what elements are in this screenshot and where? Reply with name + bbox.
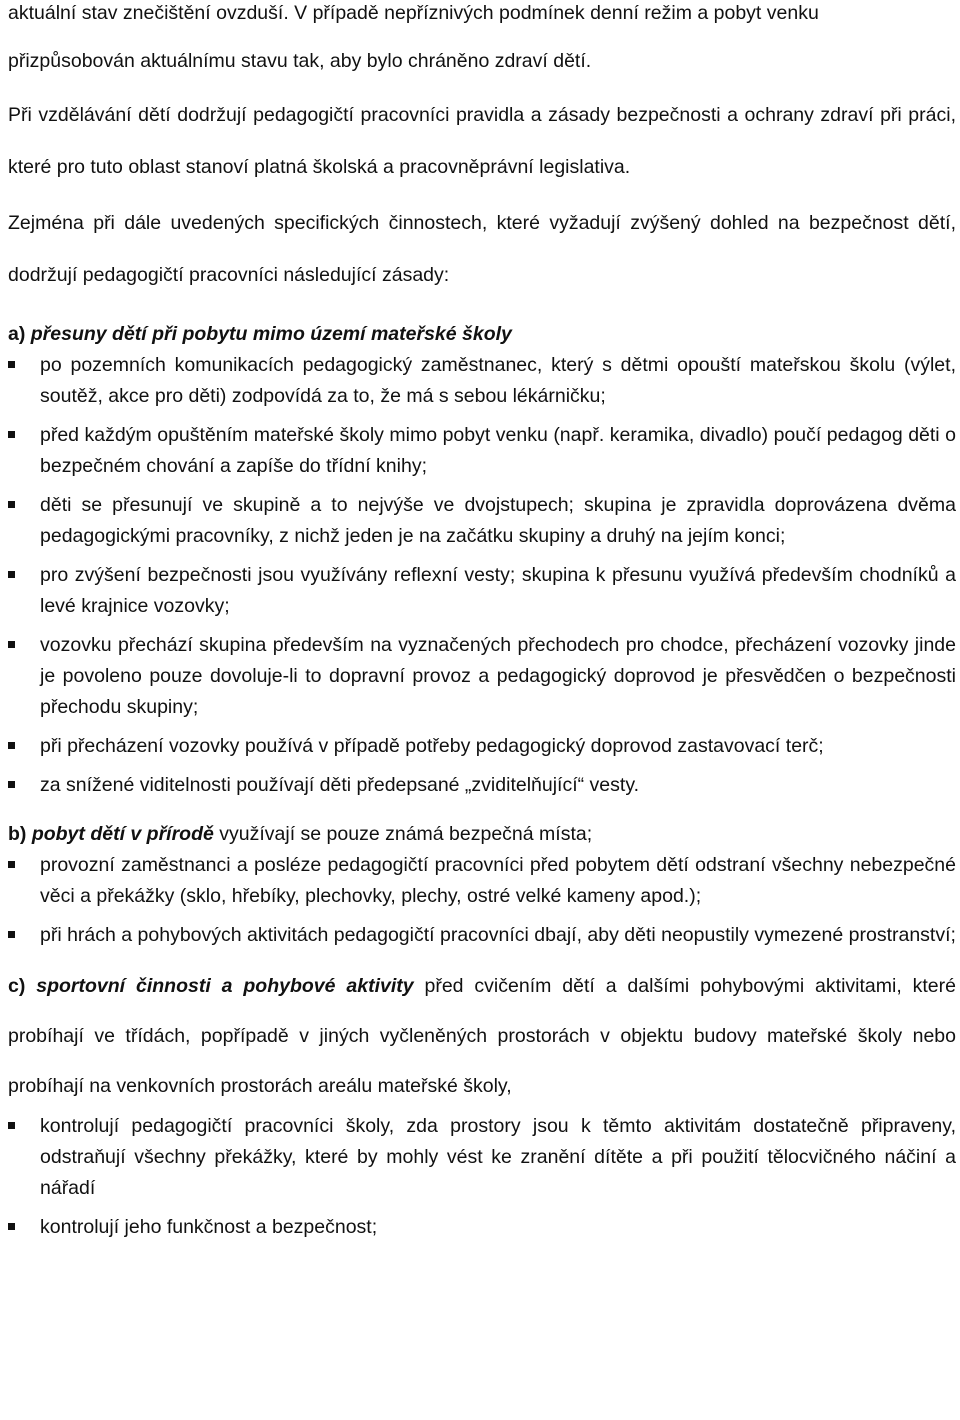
bullet-icon bbox=[8, 501, 15, 508]
document-page bbox=[8, 0, 956, 1243]
list-item: provozní zaměstnanci a posléze pedagogičtí pracovníci před pobytem dětí odstraní všechny nebezpečné věci a překážky (sklo, hřebíky, plechovky, plechy, ostré velké kameny apod.); bbox=[8, 850, 956, 912]
section-a-list bbox=[8, 350, 956, 801]
list-item: při hrách a pohybových aktivitách pedagogičtí pracovníci dbají, aby děti neopustily vymezené prostranství; bbox=[8, 920, 956, 951]
bullet-icon bbox=[8, 361, 15, 368]
paragraph-intro bbox=[8, 0, 956, 85]
section-c-label: c) bbox=[8, 975, 37, 997]
paragraph-specific-activities: Zejména při dále uvedených specifických činnostech, které vyžadují zvýšený dohled na bezpečnost dětí, dodržují pedagogičtí pracovníci následující zásady: bbox=[8, 212, 956, 286]
bullet-icon bbox=[8, 742, 15, 749]
section-b-rest: využívají se pouze známá bezpečná místa; bbox=[213, 823, 593, 845]
list-item: pro zvýšení bezpečnosti jsou využívány reflexní vesty; skupina k přesunu využívá především chodníků a levé krajnice vozovky; bbox=[8, 560, 956, 622]
bullet-icon bbox=[8, 431, 15, 438]
paragraph-intro-line2: přizpůsobován aktuálnímu stavu tak, aby bylo chráněno zdraví dětí. bbox=[8, 50, 592, 72]
list-item: vozovku přechází skupina především na vyznačených přechodech pro chodce, přecházení vozovky jinde je povoleno pouze dovolujе-li to dopravní provoz a pedagogický doprovod je přesvědčen o bezpečnosti přechodu skupiny; bbox=[8, 630, 956, 723]
list-item: děti se přesunují ve skupině a to nejvýše ve dvojstupech; skupina je zpravidla doprovázena dvěma pedagogickými pracovníky, z nichž jeden je na začátku skupiny a druhý na jejím konci; bbox=[8, 490, 956, 552]
list-item: kontrolují jeho funkčnost a bezpečnost; bbox=[8, 1212, 956, 1243]
section-b-heading bbox=[8, 819, 956, 850]
paragraph-safety-rules: Při vzdělávání dětí dodržují pedagogičtí pracovníci pravidla a zásady bezpečnosti a ochrany zdraví při práci, které pro tuto oblast stanoví platná školská a pracovněprávní legislativa. bbox=[8, 104, 956, 178]
section-c-title: sportovní činnosti a pohybové aktivity bbox=[36, 975, 414, 997]
section-a-label: a) bbox=[8, 323, 31, 345]
list-item: po pozemních komunikacích pedagogický zaměstnanec, který s dětmi opouští mateřskou školu (výlet, soutěž, akce pro děti) zodpovídá za to, že má s sebou lékárničku; bbox=[8, 350, 956, 412]
section-b-list bbox=[8, 850, 956, 951]
list-item: za snížené viditelnosti používají děti předepsané „zviditelňující“ vesty. bbox=[8, 770, 956, 801]
bullet-icon bbox=[8, 641, 15, 648]
bullet-icon bbox=[8, 781, 15, 788]
section-a-title: přesuny dětí při pobytu mimo území mateřské školy bbox=[30, 323, 512, 345]
bullet-icon bbox=[8, 931, 15, 938]
list-item: kontrolují pedagogičtí pracovníci školy, zda prostory jsou k těmto aktivitám dostatečně připraveny, odstraňují všechny překážky, které by mohly vést ke zranění dítěte a při použití tělocvičného náčiní a nářadí bbox=[8, 1111, 956, 1204]
bullet-icon bbox=[8, 571, 15, 578]
section-b-label: b) bbox=[8, 823, 32, 845]
bullet-icon bbox=[8, 1223, 15, 1230]
paragraph-intro-line1: aktuální stav znečištění ovzduší. V případě nepříznivých podmínek denní režim a pobyt venku bbox=[8, 2, 819, 24]
section-c-rest: před cvičením dětí a dalšími pohybovými aktivitami, které probíhají ve třídách, popřípadě v jiných vyčleněných prostorách v objektu budovy mateřské školy nebo probíhají na venkovních prostorách areálu mateřské školy, bbox=[8, 975, 956, 1097]
list-item: před každým opuštěním mateřské školy mimo pobyt venku (např. keramika, divadlo) poučí pedagog děti o bezpečném chování a zapíše do třídní knihy; bbox=[8, 420, 956, 482]
section-b-title: pobyt dětí v přírodě bbox=[31, 823, 214, 845]
bullet-icon bbox=[8, 1122, 15, 1129]
section-c-list bbox=[8, 1111, 956, 1243]
list-item: při přecházení vozovky používá v případě potřeby pedagogický doprovod zastavovací terč; bbox=[8, 731, 956, 762]
section-c-paragraph bbox=[8, 961, 956, 1111]
section-a-heading bbox=[8, 319, 956, 350]
bullet-icon bbox=[8, 861, 15, 868]
